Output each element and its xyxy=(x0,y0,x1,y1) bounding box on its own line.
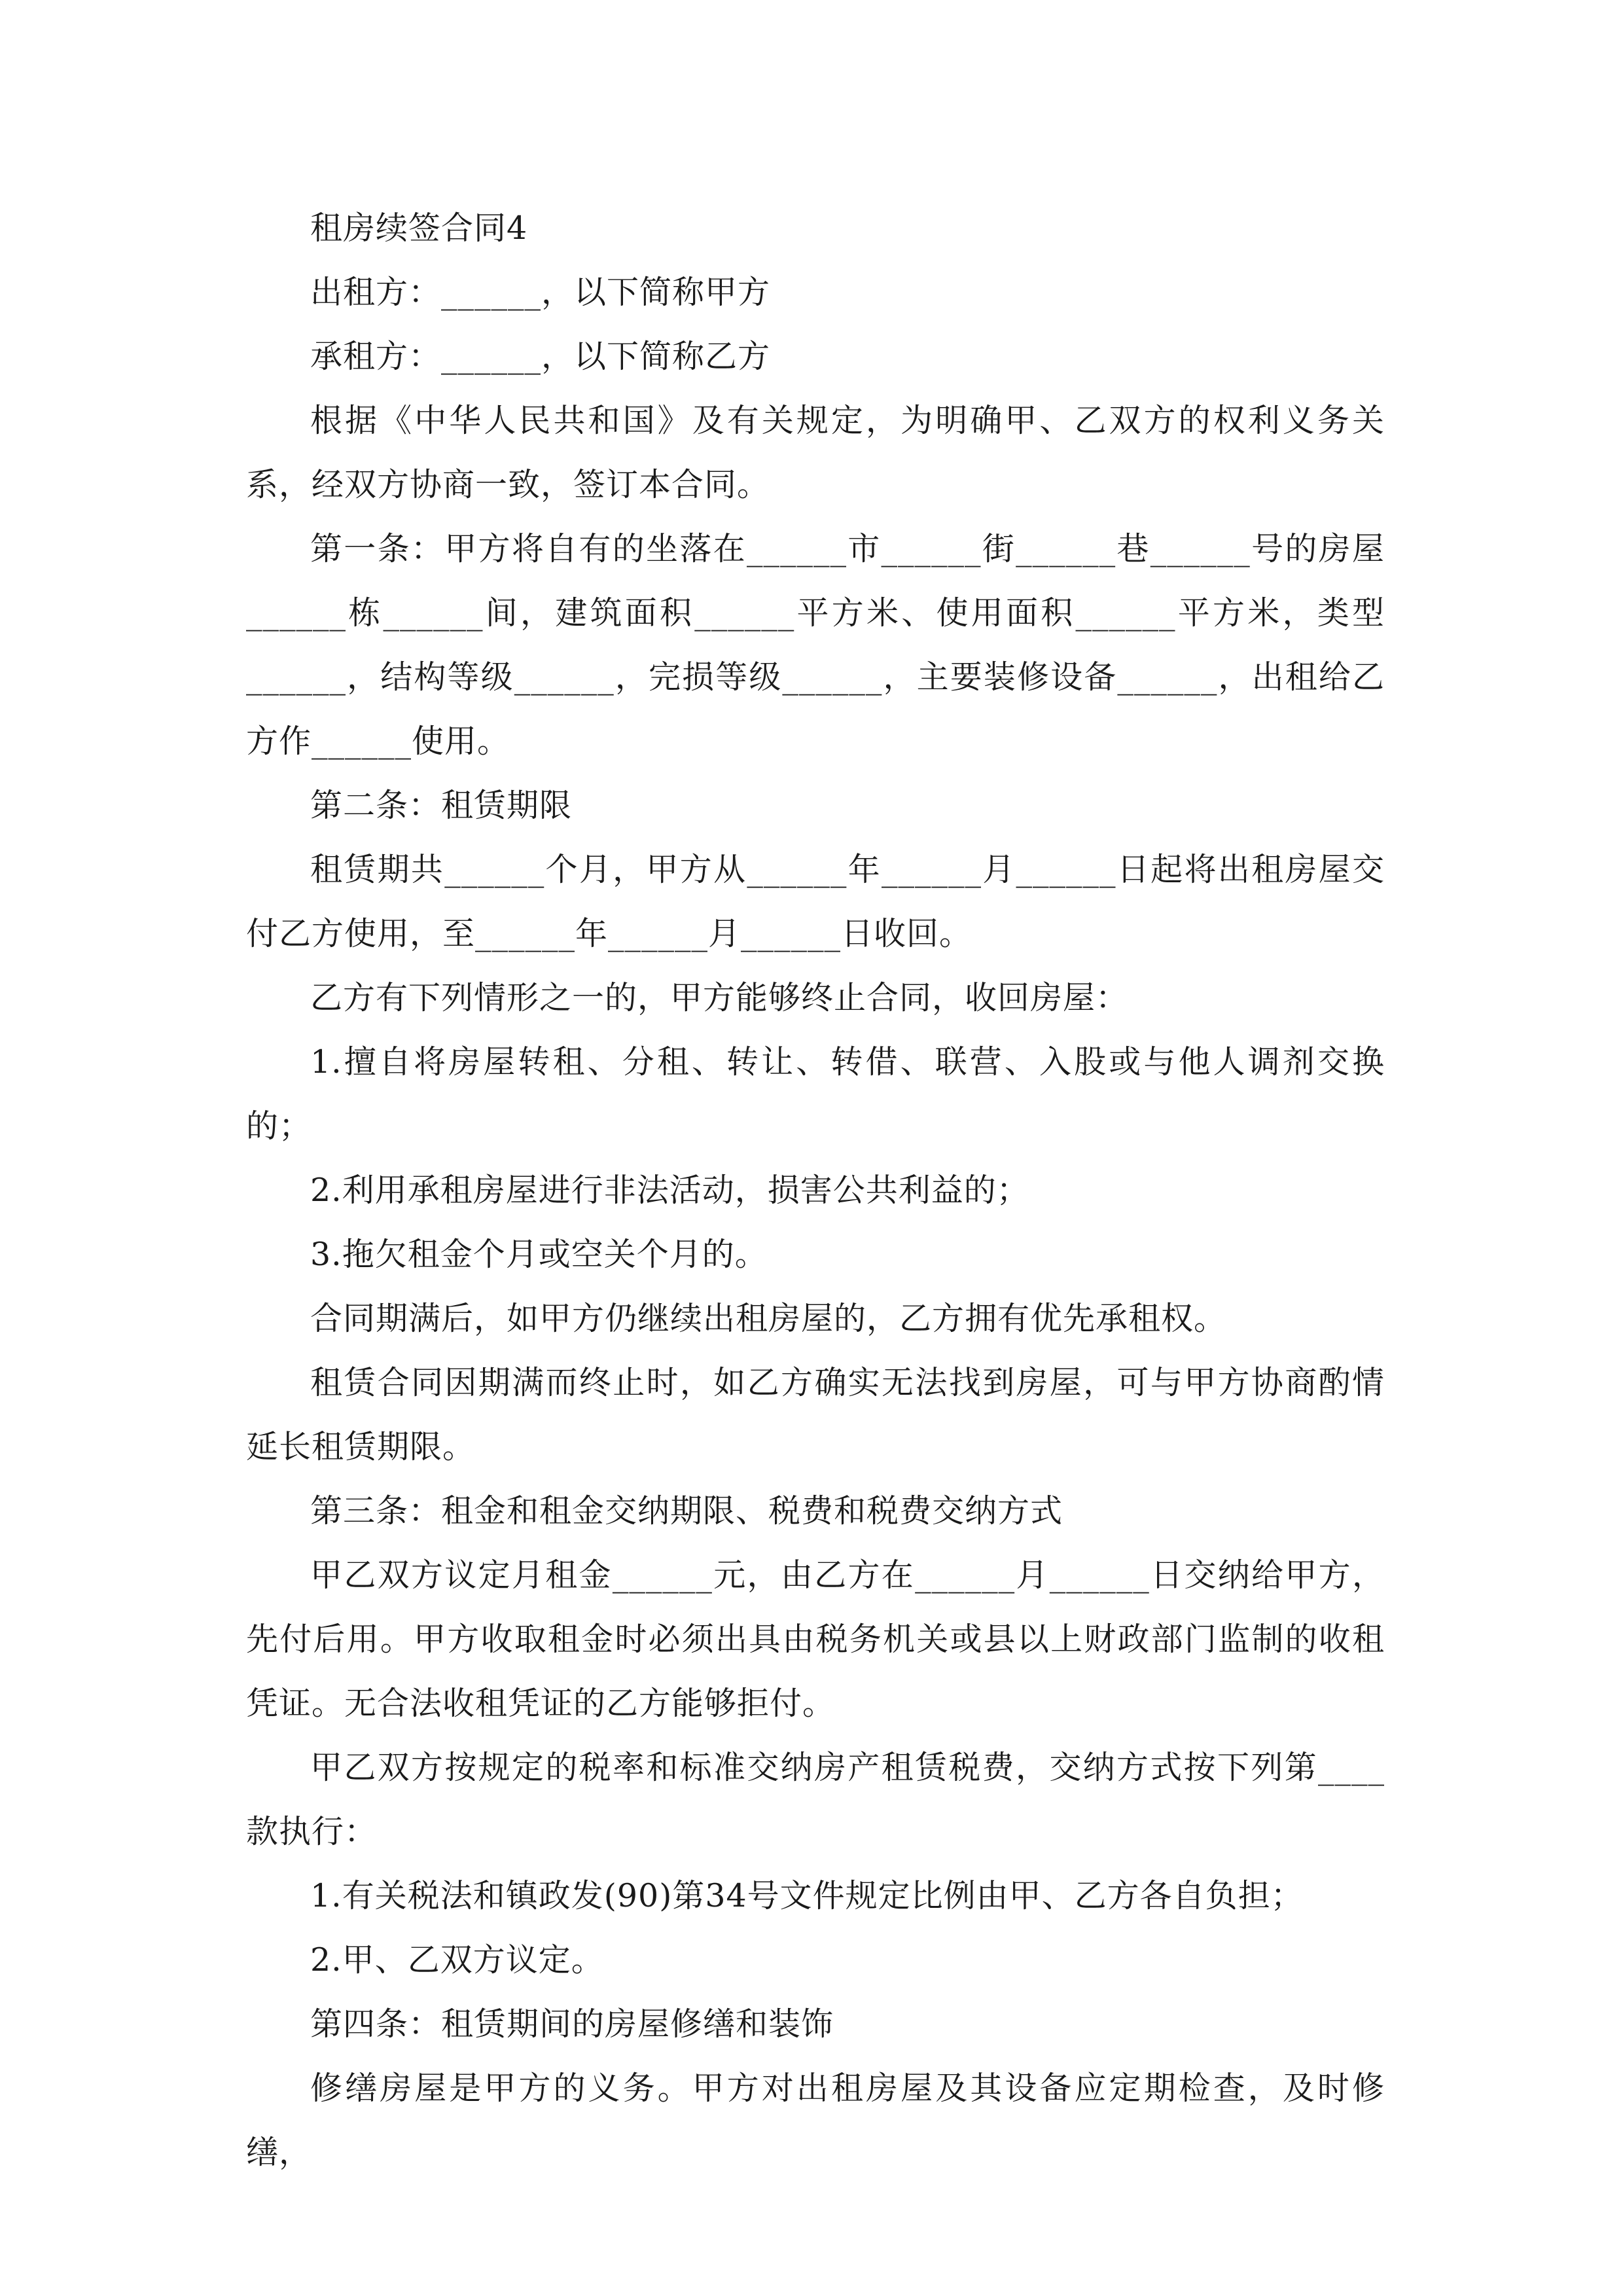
lessor-line: 出租方：______，以下简称甲方 xyxy=(310,274,771,311)
termination-intro: 乙方有下列情形之一的，甲方能够终止合同，收回房屋： xyxy=(310,979,1129,1016)
contract-body xyxy=(246,196,1385,2185)
tax-paragraph: 甲乙双方按规定的税率和标准交纳房产租赁税费，交纳方式按下列第____款执行： xyxy=(246,1749,1385,1850)
lessee-line: 承租方：______，以下简称乙方 xyxy=(310,338,771,375)
rent-payment-paragraph: 甲乙双方议定月租金______元，由乙方在______月______日交纳给甲方，先付后用。甲方收取租金时必须出具由税务机关或县以上财政部门监制的收租凭证。无合法收租凭证的乙方能够拒付。 xyxy=(246,1556,1385,1722)
termination-item-3: 3.拖欠租金个月或空关个月的。 xyxy=(310,1236,768,1273)
article-3-heading: 第三条：租金和租金交纳期限、税费和税费交纳方式 xyxy=(310,1492,1063,1530)
termination-item-2: 2.利用承租房屋进行非法活动，损害公共利益的； xyxy=(310,1172,1029,1209)
priority-renewal-paragraph: 合同期满后，如甲方仍继续出租房屋的，乙方拥有优先承租权。 xyxy=(310,1300,1227,1337)
extension-paragraph: 租赁合同因期满而终止时，如乙方确实无法找到房屋，可与甲方协商酌情延长租赁期限。 xyxy=(246,1364,1385,1465)
tax-item-2: 2.甲、乙双方议定。 xyxy=(310,1941,604,1979)
termination-item-1: 1.擅自将房屋转租、分租、转让、转借、联营、入股或与他人调剂交换的； xyxy=(246,1043,1385,1145)
lease-term-paragraph: 租赁期共______个月，甲方从______年______月______日起将出租房屋交付乙方使用，至______年______月______日收回。 xyxy=(246,851,1385,952)
article-1-paragraph: 第一条：甲方将自有的坐落在______市______街______巷______号的房屋______栋______间，建筑面积______平方米、使用面积______平方米，类型______，结构等级______，完损等级______，主要装修设备______，出租给乙方作______使用。 xyxy=(246,530,1385,760)
article-2-heading: 第二条：租赁期限 xyxy=(310,787,573,824)
article-4-heading: 第四条：租赁期间的房屋修缮和装饰 xyxy=(310,2005,834,2043)
tax-item-1: 1.有关税法和镇政发(90)第34号文件规定比例由甲、乙方各自负担； xyxy=(310,1877,1304,1914)
preamble-paragraph: 根据《中华人民共和国》及有关规定，为明确甲、乙双方的权利义务关系，经双方协商一致，签订本合同。 xyxy=(246,402,1385,503)
document-title: 租房续签合同4 xyxy=(310,209,528,247)
repair-paragraph: 修缮房屋是甲方的义务。甲方对出租房屋及其设备应定期检查，及时修缮， xyxy=(246,2070,1385,2171)
